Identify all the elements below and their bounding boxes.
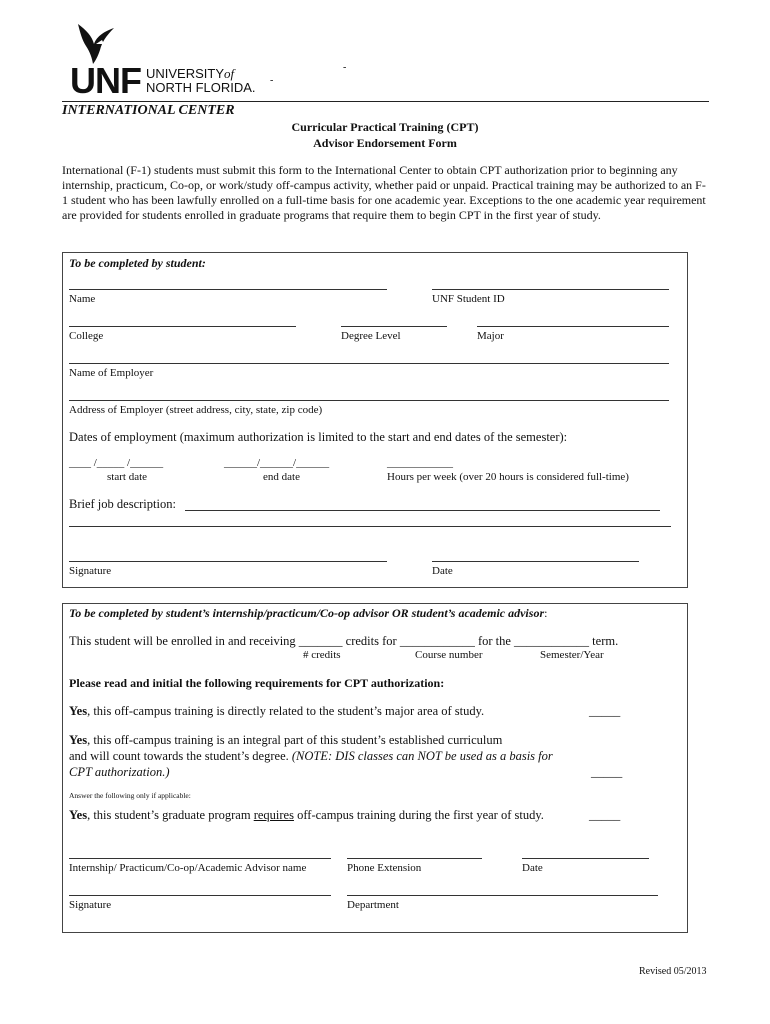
- req2-note1: (NOTE: DIS classes can NOT be used as a basis for: [291, 749, 553, 763]
- header-mark-1: -: [343, 62, 347, 73]
- requirement-2-line3: [69, 765, 169, 780]
- student-signature-label: Signature: [69, 565, 112, 577]
- employer-address-field[interactable]: [69, 400, 669, 401]
- student-section-heading: To be completed by student:: [69, 256, 206, 270]
- name-field[interactable]: [69, 289, 387, 290]
- end-date-field[interactable]: ______/______/______: [224, 457, 330, 469]
- advisor-section-heading: To be completed by student’s internship/practicum/Co-op advisor OR student’s academic advisor: [69, 606, 545, 620]
- advisor-section-heading-line: [69, 606, 547, 621]
- major-field[interactable]: [477, 326, 669, 327]
- college-label: College: [69, 330, 104, 342]
- logo-unf-text: UNF: [70, 60, 141, 101]
- department-label: Department: [347, 899, 399, 911]
- enrollment-statement: This student will be enrolled in and receiving _______ credits for ____________ for the ____________ term.: [69, 634, 619, 648]
- requirement-2-initial[interactable]: _____: [591, 765, 623, 779]
- req1-text: , this off-campus training is directly related to the student’s major area of study.: [87, 704, 485, 718]
- advisor-signature-field[interactable]: [69, 895, 331, 896]
- advisor-name-label: Internship/ Practicum/Co-op/Academic Advisor name: [69, 862, 307, 874]
- req2-note2: CPT authorization.): [69, 765, 170, 779]
- major-label: Major: [477, 330, 504, 342]
- student-date-label: Date: [432, 565, 453, 577]
- phone-extension-field[interactable]: [347, 858, 482, 859]
- hours-label: Hours per week (over 20 hours is considered full-time): [387, 471, 629, 483]
- requirements-heading: Please read and initial the following requirements for CPT authorization:: [69, 676, 445, 690]
- student-section: [62, 252, 688, 588]
- job-description-field[interactable]: [185, 510, 660, 511]
- form-title: Curricular Practical Training (CPT): [291, 120, 479, 134]
- student-id-label: UNF Student ID: [432, 293, 505, 305]
- start-date-field[interactable]: ____ /_____ /______: [69, 457, 164, 469]
- advisor-name-field[interactable]: [69, 858, 331, 859]
- applicable-note: Answer the following only if applicable:: [69, 791, 191, 800]
- req3-requires: requires: [253, 808, 294, 822]
- student-date-field[interactable]: [432, 561, 639, 562]
- phone-extension-label: Phone Extension: [347, 862, 422, 874]
- logo-north-florida: NORTH FLORIDA.: [146, 80, 256, 95]
- semester-year-label: Semester/Year: [540, 649, 604, 661]
- employer-name-field[interactable]: [69, 363, 669, 364]
- req2-yes: Yes: [69, 733, 88, 747]
- requirement-1: [69, 704, 484, 719]
- requirement-2-line1: [69, 733, 502, 748]
- employer-name-label: Name of Employer: [69, 367, 154, 379]
- international-center-heading: INTERNATIONAL CENTER: [62, 103, 235, 118]
- dates-heading: Dates of employment (maximum authorization is limited to the start and end dates of the semester):: [69, 430, 568, 444]
- req3-text-a: , this student’s graduate program: [87, 808, 254, 822]
- req1-yes: Yes: [69, 704, 88, 718]
- credits-label: # credits: [303, 649, 341, 661]
- advisor-date-label: Date: [522, 862, 543, 874]
- college-field[interactable]: [69, 326, 296, 327]
- logo-university: UNIVERSITY: [146, 66, 225, 81]
- req2-text2: and will count towards the student’s degree.: [69, 749, 292, 763]
- start-date-label: start date: [107, 471, 148, 483]
- advisor-heading-colon: :: [544, 606, 548, 620]
- employer-address-label: Address of Employer (street address, city, state, zip code): [69, 404, 323, 416]
- req3-text-b: off-campus training during the first year of study.: [293, 808, 544, 822]
- revision-date: Revised 05/2013: [639, 966, 707, 977]
- requirement-2-line2: [69, 749, 553, 764]
- logo-university-line: [146, 67, 234, 81]
- req3-yes: Yes: [69, 808, 88, 822]
- name-label: Name: [69, 293, 96, 305]
- job-description-field-line2[interactable]: [69, 526, 671, 527]
- student-signature-field[interactable]: [69, 561, 387, 562]
- requirement-3: [69, 808, 544, 823]
- department-field[interactable]: [347, 895, 658, 896]
- requirement-1-initial[interactable]: _____: [589, 704, 621, 718]
- student-id-field[interactable]: [432, 289, 669, 290]
- logo-of: of: [224, 66, 235, 81]
- header-mark-2: -: [270, 75, 274, 86]
- degree-level-label: Degree Level: [341, 330, 401, 342]
- hours-field[interactable]: ____________: [387, 457, 453, 469]
- degree-level-field[interactable]: [341, 326, 447, 327]
- req2-text1: , this off-campus training is an integral part of this student’s established curriculum: [87, 733, 503, 747]
- advisor-signature-label: Signature: [69, 899, 112, 911]
- form-subtitle: Advisor Endorsement Form: [313, 136, 457, 150]
- header-rule: [62, 101, 709, 102]
- course-number-label: Course number: [415, 649, 483, 661]
- job-description-label: Brief job description:: [69, 497, 176, 511]
- requirement-3-initial[interactable]: _____: [589, 808, 621, 822]
- intro-paragraph: International (F-1) students must submit this form to the International Center to obtain CPT authorization prior to beginning any internship, practicum, Co-op, or work/study off-campus activity, whether paid or unpaid. Practical training may be authorized to an F-1 student who has been lawfully enrolled on a full-time basis for one academic year. Exceptions to the one academic year requirement are provided for students enrolled in graduate programs that require them to begin CPT in the first year of study.: [62, 163, 706, 222]
- advisor-date-field[interactable]: [522, 858, 649, 859]
- end-date-label: end date: [263, 471, 300, 483]
